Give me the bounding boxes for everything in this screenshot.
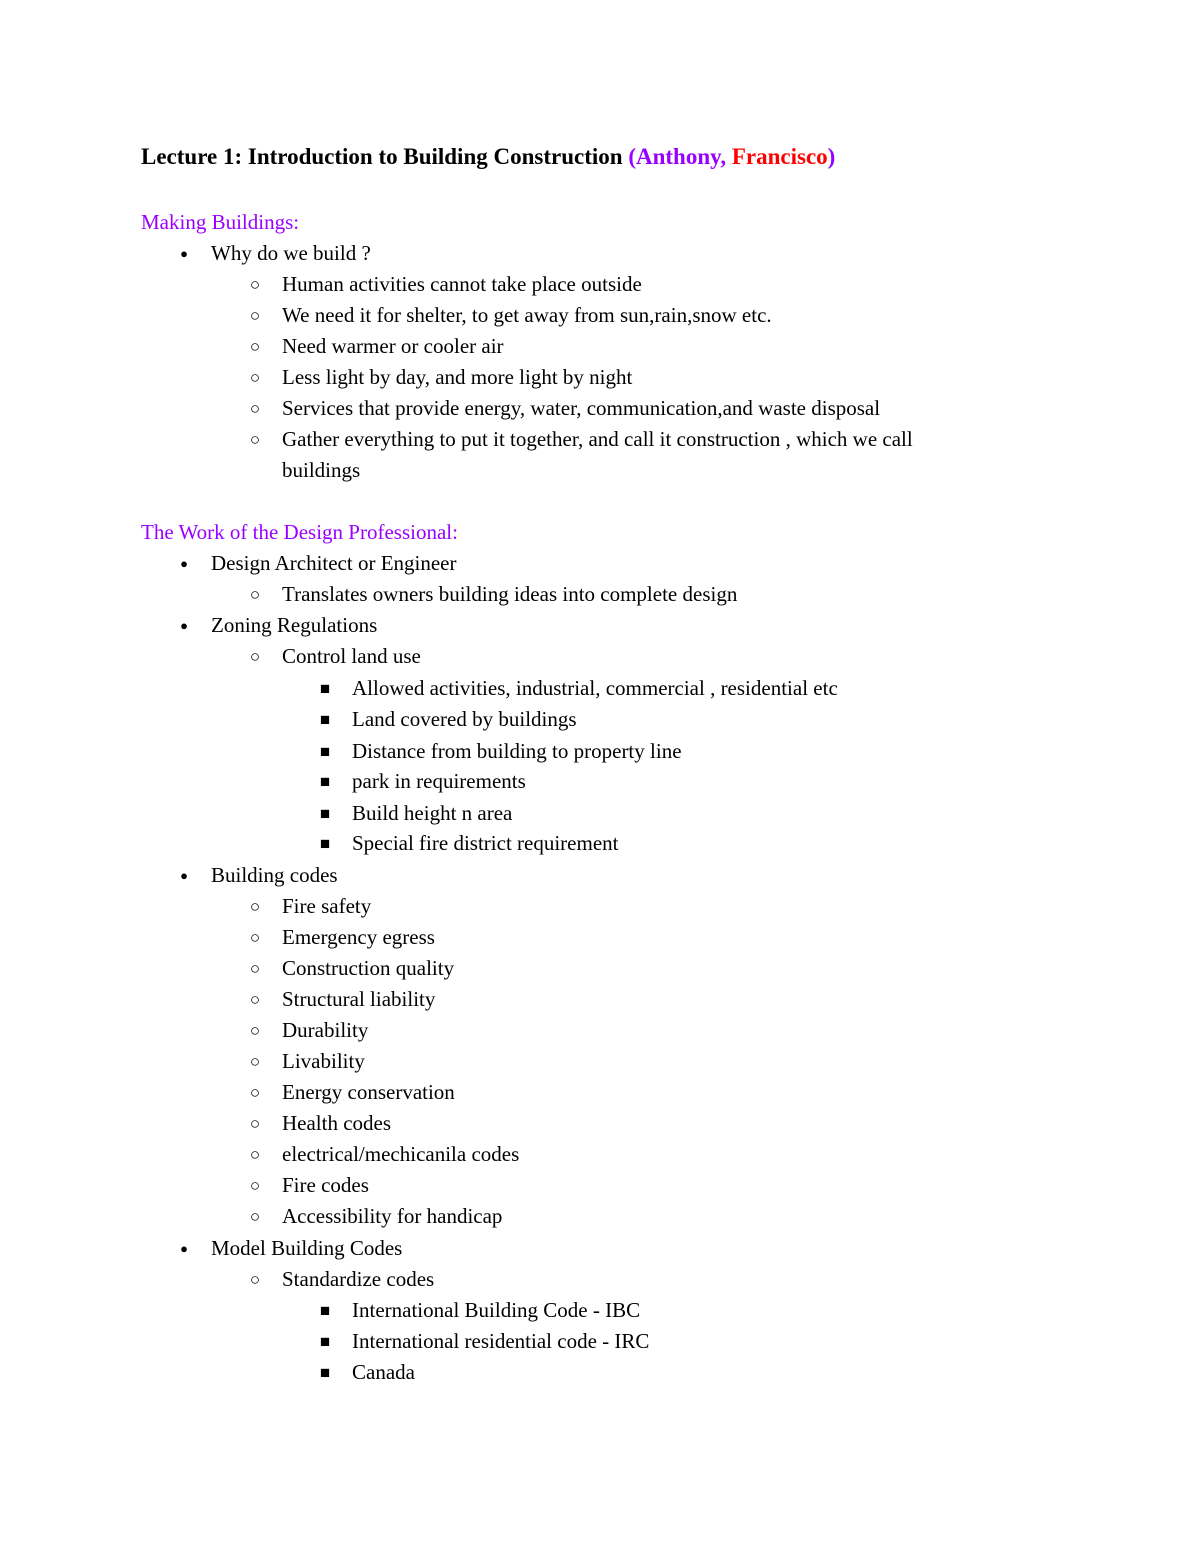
title-open-paren: ( bbox=[628, 144, 636, 169]
list-item: Build height n area bbox=[352, 801, 513, 825]
bullet-level2: ○ bbox=[249, 1145, 261, 1164]
list-item: Gather everything to put it together, and call it construction , which we call bbox=[282, 427, 913, 451]
list-item: Less light by day, and more light by night bbox=[282, 365, 633, 389]
list-item: Building codes bbox=[211, 863, 338, 887]
bullet-level2: ○ bbox=[249, 1021, 261, 1040]
bullet-level3: ■ bbox=[319, 1363, 331, 1382]
bullet-level2: ○ bbox=[249, 337, 261, 356]
list-item: Canada bbox=[352, 1360, 415, 1384]
page-title bbox=[141, 141, 835, 173]
bullet-level2: ○ bbox=[249, 897, 261, 916]
bullet-level2: ○ bbox=[249, 1114, 261, 1133]
title-main: Lecture 1: Introduction to Building Construction bbox=[141, 144, 629, 169]
list-item: International residential code - IRC bbox=[352, 1329, 650, 1353]
bullet-level2: ○ bbox=[249, 959, 261, 978]
bullet-level2: ○ bbox=[249, 1083, 261, 1102]
title-author-2: Francisco bbox=[726, 144, 828, 169]
list-item: Emergency egress bbox=[282, 925, 435, 949]
bullet-level1: ● bbox=[180, 556, 188, 571]
title-author-1: Anthony, bbox=[635, 144, 727, 169]
list-item: Translates owners building ideas into complete design bbox=[282, 582, 738, 606]
list-item: We need it for shelter, to get away from sun,rain,snow etc. bbox=[282, 303, 772, 327]
list-item-continuation: buildings bbox=[282, 458, 361, 482]
bullet-level2: ○ bbox=[249, 928, 261, 947]
bullet-level2: ○ bbox=[249, 585, 261, 604]
list-item: Why do we build ? bbox=[211, 241, 371, 265]
list-item: Land covered by buildings bbox=[352, 707, 577, 731]
bullet-level3: ■ bbox=[319, 1301, 331, 1320]
bullet-level2: ○ bbox=[249, 990, 261, 1009]
list-item: Fire safety bbox=[282, 894, 372, 918]
list-item: Construction quality bbox=[282, 956, 455, 980]
bullet-level2: ○ bbox=[249, 1270, 261, 1289]
bullet-level3: ■ bbox=[319, 772, 331, 791]
bullet-level2: ○ bbox=[249, 430, 261, 449]
bullet-level2: ○ bbox=[249, 1176, 261, 1195]
list-item: Special fire district requirement bbox=[352, 831, 619, 855]
bullet-level3: ■ bbox=[319, 804, 331, 823]
bullet-level2: ○ bbox=[249, 1207, 261, 1226]
list-item: electrical/mechicanila codes bbox=[282, 1142, 520, 1166]
bullet-level2: ○ bbox=[249, 306, 261, 325]
bullet-level3: ■ bbox=[319, 710, 331, 729]
bullet-level2: ○ bbox=[249, 1052, 261, 1071]
list-item: Standardize codes bbox=[282, 1267, 435, 1291]
section-heading: The Work of the Design Professional: bbox=[141, 520, 458, 544]
list-item: Accessibility for handicap bbox=[282, 1204, 503, 1228]
list-item: Livability bbox=[282, 1049, 365, 1073]
list-item: Zoning Regulations bbox=[211, 613, 378, 637]
bullet-level3: ■ bbox=[319, 742, 331, 761]
bullet-level1: ● bbox=[180, 1241, 188, 1256]
bullet-level2: ○ bbox=[249, 399, 261, 418]
list-item: Control land use bbox=[282, 644, 421, 668]
list-item: Energy conservation bbox=[282, 1080, 455, 1104]
bullet-level1: ● bbox=[180, 618, 188, 633]
bullet-level3: ■ bbox=[319, 834, 331, 853]
bullet-level2: ○ bbox=[249, 647, 261, 666]
list-item: Model Building Codes bbox=[211, 1236, 403, 1260]
bullet-level3: ■ bbox=[319, 679, 331, 698]
list-item: International Building Code - IBC bbox=[352, 1298, 641, 1322]
list-item: Services that provide energy, water, communication,and waste disposal bbox=[282, 396, 881, 420]
bullet-level3: ■ bbox=[319, 1332, 331, 1351]
list-item: Fire codes bbox=[282, 1173, 369, 1197]
list-item: Distance from building to property line bbox=[352, 739, 682, 763]
section-heading: Making Buildings: bbox=[141, 210, 300, 234]
bullet-level2: ○ bbox=[249, 368, 261, 387]
title-close-paren: ) bbox=[827, 144, 836, 169]
list-item: park in requirements bbox=[352, 769, 526, 793]
list-item: Health codes bbox=[282, 1111, 392, 1135]
list-item: Durability bbox=[282, 1018, 369, 1042]
bullet-level2: ○ bbox=[249, 275, 261, 294]
list-item: Structural liability bbox=[282, 987, 436, 1011]
list-item: Need warmer or cooler air bbox=[282, 334, 504, 358]
list-item: Allowed activities, industrial, commercial , residential etc bbox=[352, 676, 838, 700]
bullet-level1: ● bbox=[180, 246, 188, 261]
bullet-level1: ● bbox=[180, 868, 188, 883]
list-item: Design Architect or Engineer bbox=[211, 551, 457, 575]
list-item: Human activities cannot take place outside bbox=[282, 272, 642, 296]
